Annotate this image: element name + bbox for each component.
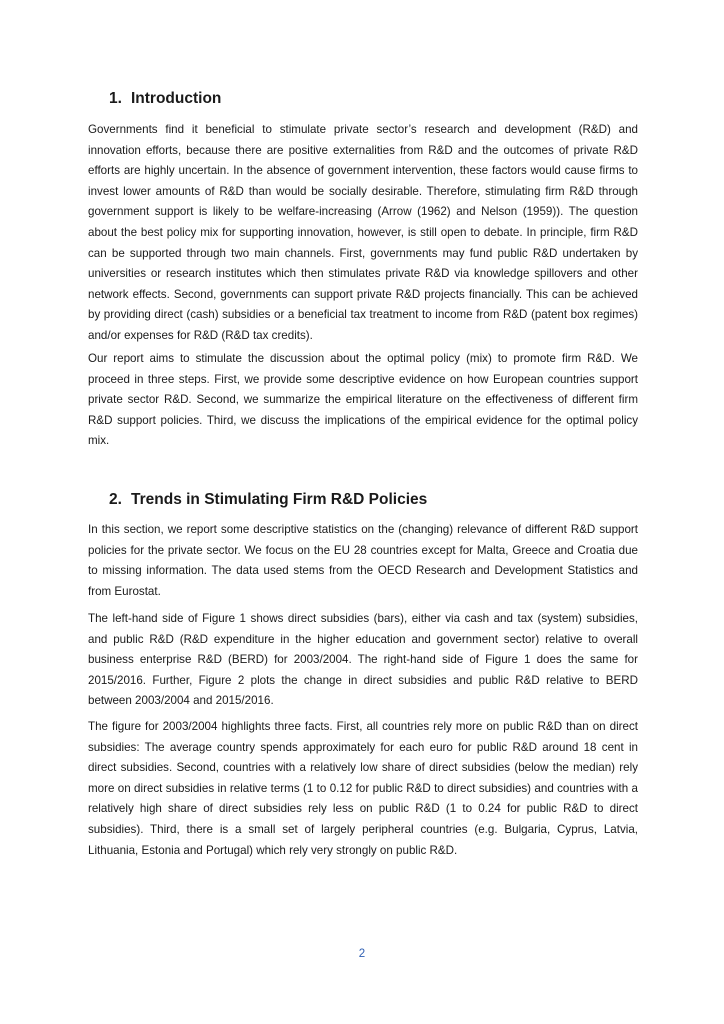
section-1-title: Introduction xyxy=(131,90,222,107)
section-2-number: 2. xyxy=(109,491,122,508)
section-1-heading xyxy=(109,89,221,109)
section-1-paragraph-2: Our report aims to stimulate the discussion about the optimal policy (mix) to promote firm R&D. We proceed in three steps. First, we provide some descriptive evidence on how European countries support private sector R&D. Second, we summarize the empirical literature on the effectiveness of different firm R&D support policies. Third, we discuss the implications of the empirical evidence for the optimal policy mix. xyxy=(88,352,638,448)
page-number: 2 xyxy=(358,948,366,960)
section-2-paragraph-3: The figure for 2003/2004 highlights three facts. First, all countries rely more on public R&D than on direct subsidies: The average country spends approximately for each euro for public R&D around 18 cent in direct subsidies. Second, countries with a relatively low share of direct subsidies (below the median) rely more on direct subsidies in relative terms (1 to 0.12 for public R&D to direct subsidies) and countries with a relatively high share of direct subsidies rely less on public R&D (1 to 0.24 for public R&D to direct subsidies). Third, there is a small set of largely peripheral countries (e.g. Bulgaria, Cyprus, Latvia, Lithuania, Estonia and Portugal) which rely very strongly on public R&D. xyxy=(88,720,638,857)
section-2-paragraph-1: In this section, we report some descriptive statistics on the (changing) relevance of different R&D support policies for the private sector. We focus on the EU 28 countries except for Malta, Greece and Croatia due to missing information. The data used stems from the OECD Research and Development Statistics and from Eurostat. xyxy=(88,523,638,598)
section-2-heading xyxy=(109,490,427,510)
section-1-number: 1. xyxy=(109,90,122,107)
section-1-paragraph-1: Governments find it beneficial to stimulate private sector’s research and development (R&D) and innovation efforts, because there are positive externalities from R&D and the outcomes of private R&D efforts are highly uncertain. In the absence of government intervention, these factors would cause firms to invest lower amounts of R&D than would be socially desirable. Therefore, stimulating firm R&D through government support is likely to be welfare-increasing (Arrow (1962) and Nelson (1959)). The question about the best policy mix for supporting innovation, however, is still open to debate. In principle, firm R&D can be supported through two main channels. First, governments may fund public R&D undertaken by universities or research institutes which then stimulates private R&D via knowledge spillovers and other network effects. Second, governments can support private R&D projects financially. This can be achieved by providing direct (cash) subsidies or a beneficial tax treatment to income from R&D (patent box regimes) and/or expenses for R&D (R&D tax credits). xyxy=(88,123,638,342)
section-2-title: Trends in Stimulating Firm R&D Policies xyxy=(131,491,428,508)
section-2-paragraph-2: The left-hand side of Figure 1 shows direct subsidies (bars), either via cash and tax (system) subsidies, and public R&D (R&D expenditure in the higher education and government sector) relative to overall business enterprise R&D (BERD) for 2003/2004. The right-hand side of Figure 1 does the same for 2015/2016. Further, Figure 2 plots the change in direct subsidies and public R&D relative to BERD between 2003/2004 and 2015/2016. xyxy=(88,612,638,708)
